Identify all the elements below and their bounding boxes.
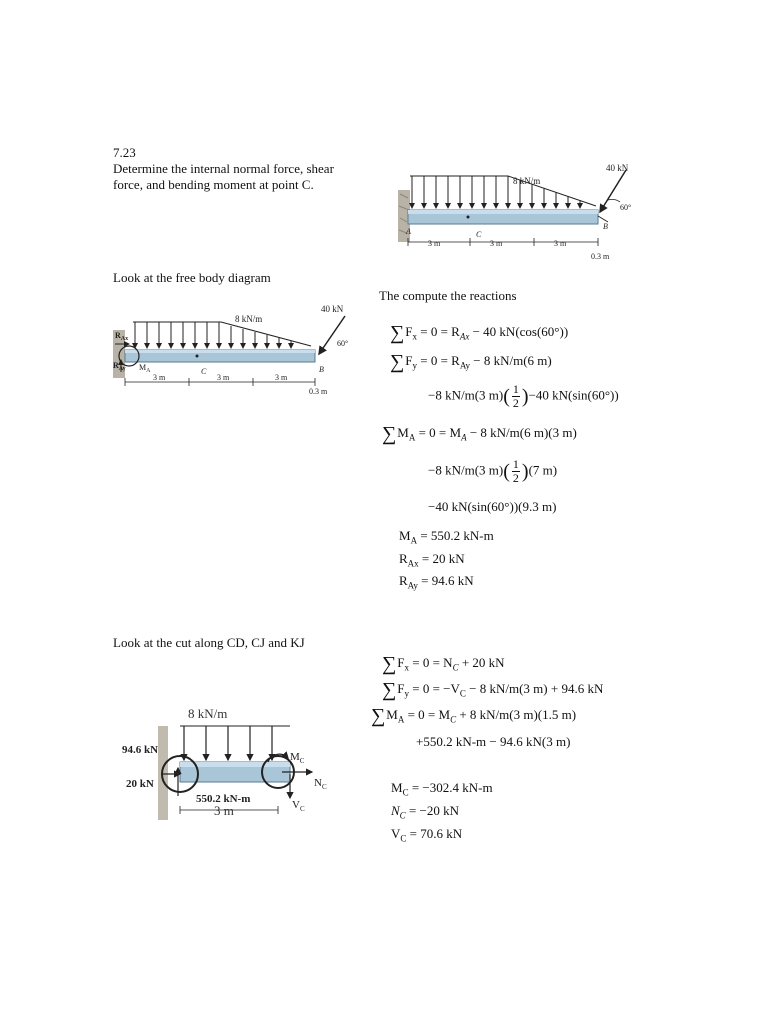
eq-sum-fy: $\sum F_y = 0 = R_{Ay} - 8$ kN/m(6 m) xyxy=(390,351,552,373)
eq-sum-ma-cont-2: −40 kN(sin(60°))(9.3 m) xyxy=(428,499,557,514)
problem-text-line-2: force, and bending moment at point C. xyxy=(113,177,314,192)
cut-heading: Look at the cut along CD, CJ and KJ xyxy=(113,635,305,650)
problem-figure xyxy=(398,158,653,266)
fbd-dim-3: 3 m xyxy=(275,373,288,382)
svg-text:MC xyxy=(290,751,305,765)
fbd-dim-2: 3 m xyxy=(217,373,230,382)
result-ray: $R_{Ay} = 94.6$ kN xyxy=(399,573,474,591)
fbd-ma: M xyxy=(139,363,147,372)
fig1-load-label: 8 kN/m xyxy=(513,176,541,186)
fbd-ma-sub: A xyxy=(146,368,151,374)
problem-number: 7.23 xyxy=(113,145,136,160)
fbd-load-label: 8 kN/m xyxy=(235,314,263,324)
fbd-dim-1: 3 m xyxy=(153,373,166,382)
fbd-rax: R xyxy=(115,331,121,340)
fig3-mc-sub: C xyxy=(299,757,305,765)
cut-eq-ma: $\sum M_A = 0 = M_C + 8$ kN/m(3 m)(1.5 m) xyxy=(371,705,577,727)
fig3-nc: N xyxy=(314,777,322,789)
fig3-vc: V xyxy=(292,799,300,811)
fig1-dim-1: 3 m xyxy=(428,239,441,248)
problem-text-line-1: Determine the internal normal force, shear xyxy=(113,161,334,176)
fig3-load-label: 8 kN/m xyxy=(188,706,228,721)
fig1-force-label: 40 kN xyxy=(606,163,629,173)
fbd-ray: R xyxy=(113,361,119,370)
fig3-moment: 550.2 kN-m xyxy=(196,793,251,805)
fbd-rax-sub: Ax xyxy=(120,336,129,342)
fig3-nc-sub: C xyxy=(321,783,327,791)
fbd-label-c: C xyxy=(201,367,207,376)
cut-result-mc: $M_C = -302.4$ kN-m xyxy=(391,780,493,798)
cut-section-diagram xyxy=(118,698,348,820)
cut-eq-fy: $\sum F_y = 0 = -V_C - 8$ kN/m(3 m) + 94.6 kN xyxy=(382,679,604,701)
fbd-force-label: 40 kN xyxy=(321,304,344,314)
cut-result-nc: $N_C = -20$ kN xyxy=(391,803,459,821)
eq-sum-ma-cont-1: −8 kN/m(3 m)( $\frac{1}{2}$ )(7 m) xyxy=(428,457,558,485)
svg-text:MA xyxy=(139,363,151,374)
cut-eq-ma-cont: +550.2 kN-m − 94.6 kN(3 m) xyxy=(416,734,571,749)
cut-eq-fx: $\sum F_x = 0 = N_C + 20$ kN xyxy=(382,653,505,675)
result-rax: $R_{Ax} = 20$ kN xyxy=(399,551,465,569)
fig3-mc: M xyxy=(290,751,300,763)
fig3-left-h: 20 kN xyxy=(126,778,154,790)
fbd-heading: Look at the free body diagram xyxy=(113,270,271,285)
fbd-label-b: B xyxy=(319,365,324,374)
fig1-dim-2: 3 m xyxy=(490,239,503,248)
fig1-label-b: B xyxy=(603,222,608,231)
cut-result-vc: $V_C = 70.6$ kN xyxy=(391,826,463,844)
fig1-angle-label: 60° xyxy=(620,203,632,212)
fig1-label-c: C xyxy=(476,230,482,239)
fbd-ray-sub: Ay xyxy=(118,366,126,372)
svg-text:NC xyxy=(314,777,327,791)
result-ma: $M_A = 550.2$ kN-m xyxy=(399,528,494,546)
fbd-angle-label: 60° xyxy=(337,339,349,348)
fig1-dim-4: 0.3 m xyxy=(591,252,610,261)
fig3-vc-sub: C xyxy=(299,805,305,813)
eq-sum-ma: $\sum M_A = 0 = M_A - 8$ kN/m(6 m)(3 m) xyxy=(382,423,577,445)
svg-text:VC xyxy=(292,799,305,813)
eq-sum-fx: $\sum F_x = 0 = R_{Ax} - 40$ kN(cos(60°)) xyxy=(390,322,569,344)
fig1-label-a: A xyxy=(406,227,411,236)
eq-sum-fy-cont: −8 kN/m(3 m)( $\frac{1}{2}$ )−40 kN(sin(60°)) xyxy=(428,382,619,410)
reactions-heading: The compute the reactions xyxy=(379,288,517,303)
free-body-diagram xyxy=(113,300,353,400)
fig1-dim-3: 3 m xyxy=(554,239,567,248)
fig3-left-force: 94.6 kN xyxy=(122,744,159,756)
fig3-dim: 3 m xyxy=(214,803,234,818)
fbd-dim-4: 0.3 m xyxy=(309,387,328,396)
